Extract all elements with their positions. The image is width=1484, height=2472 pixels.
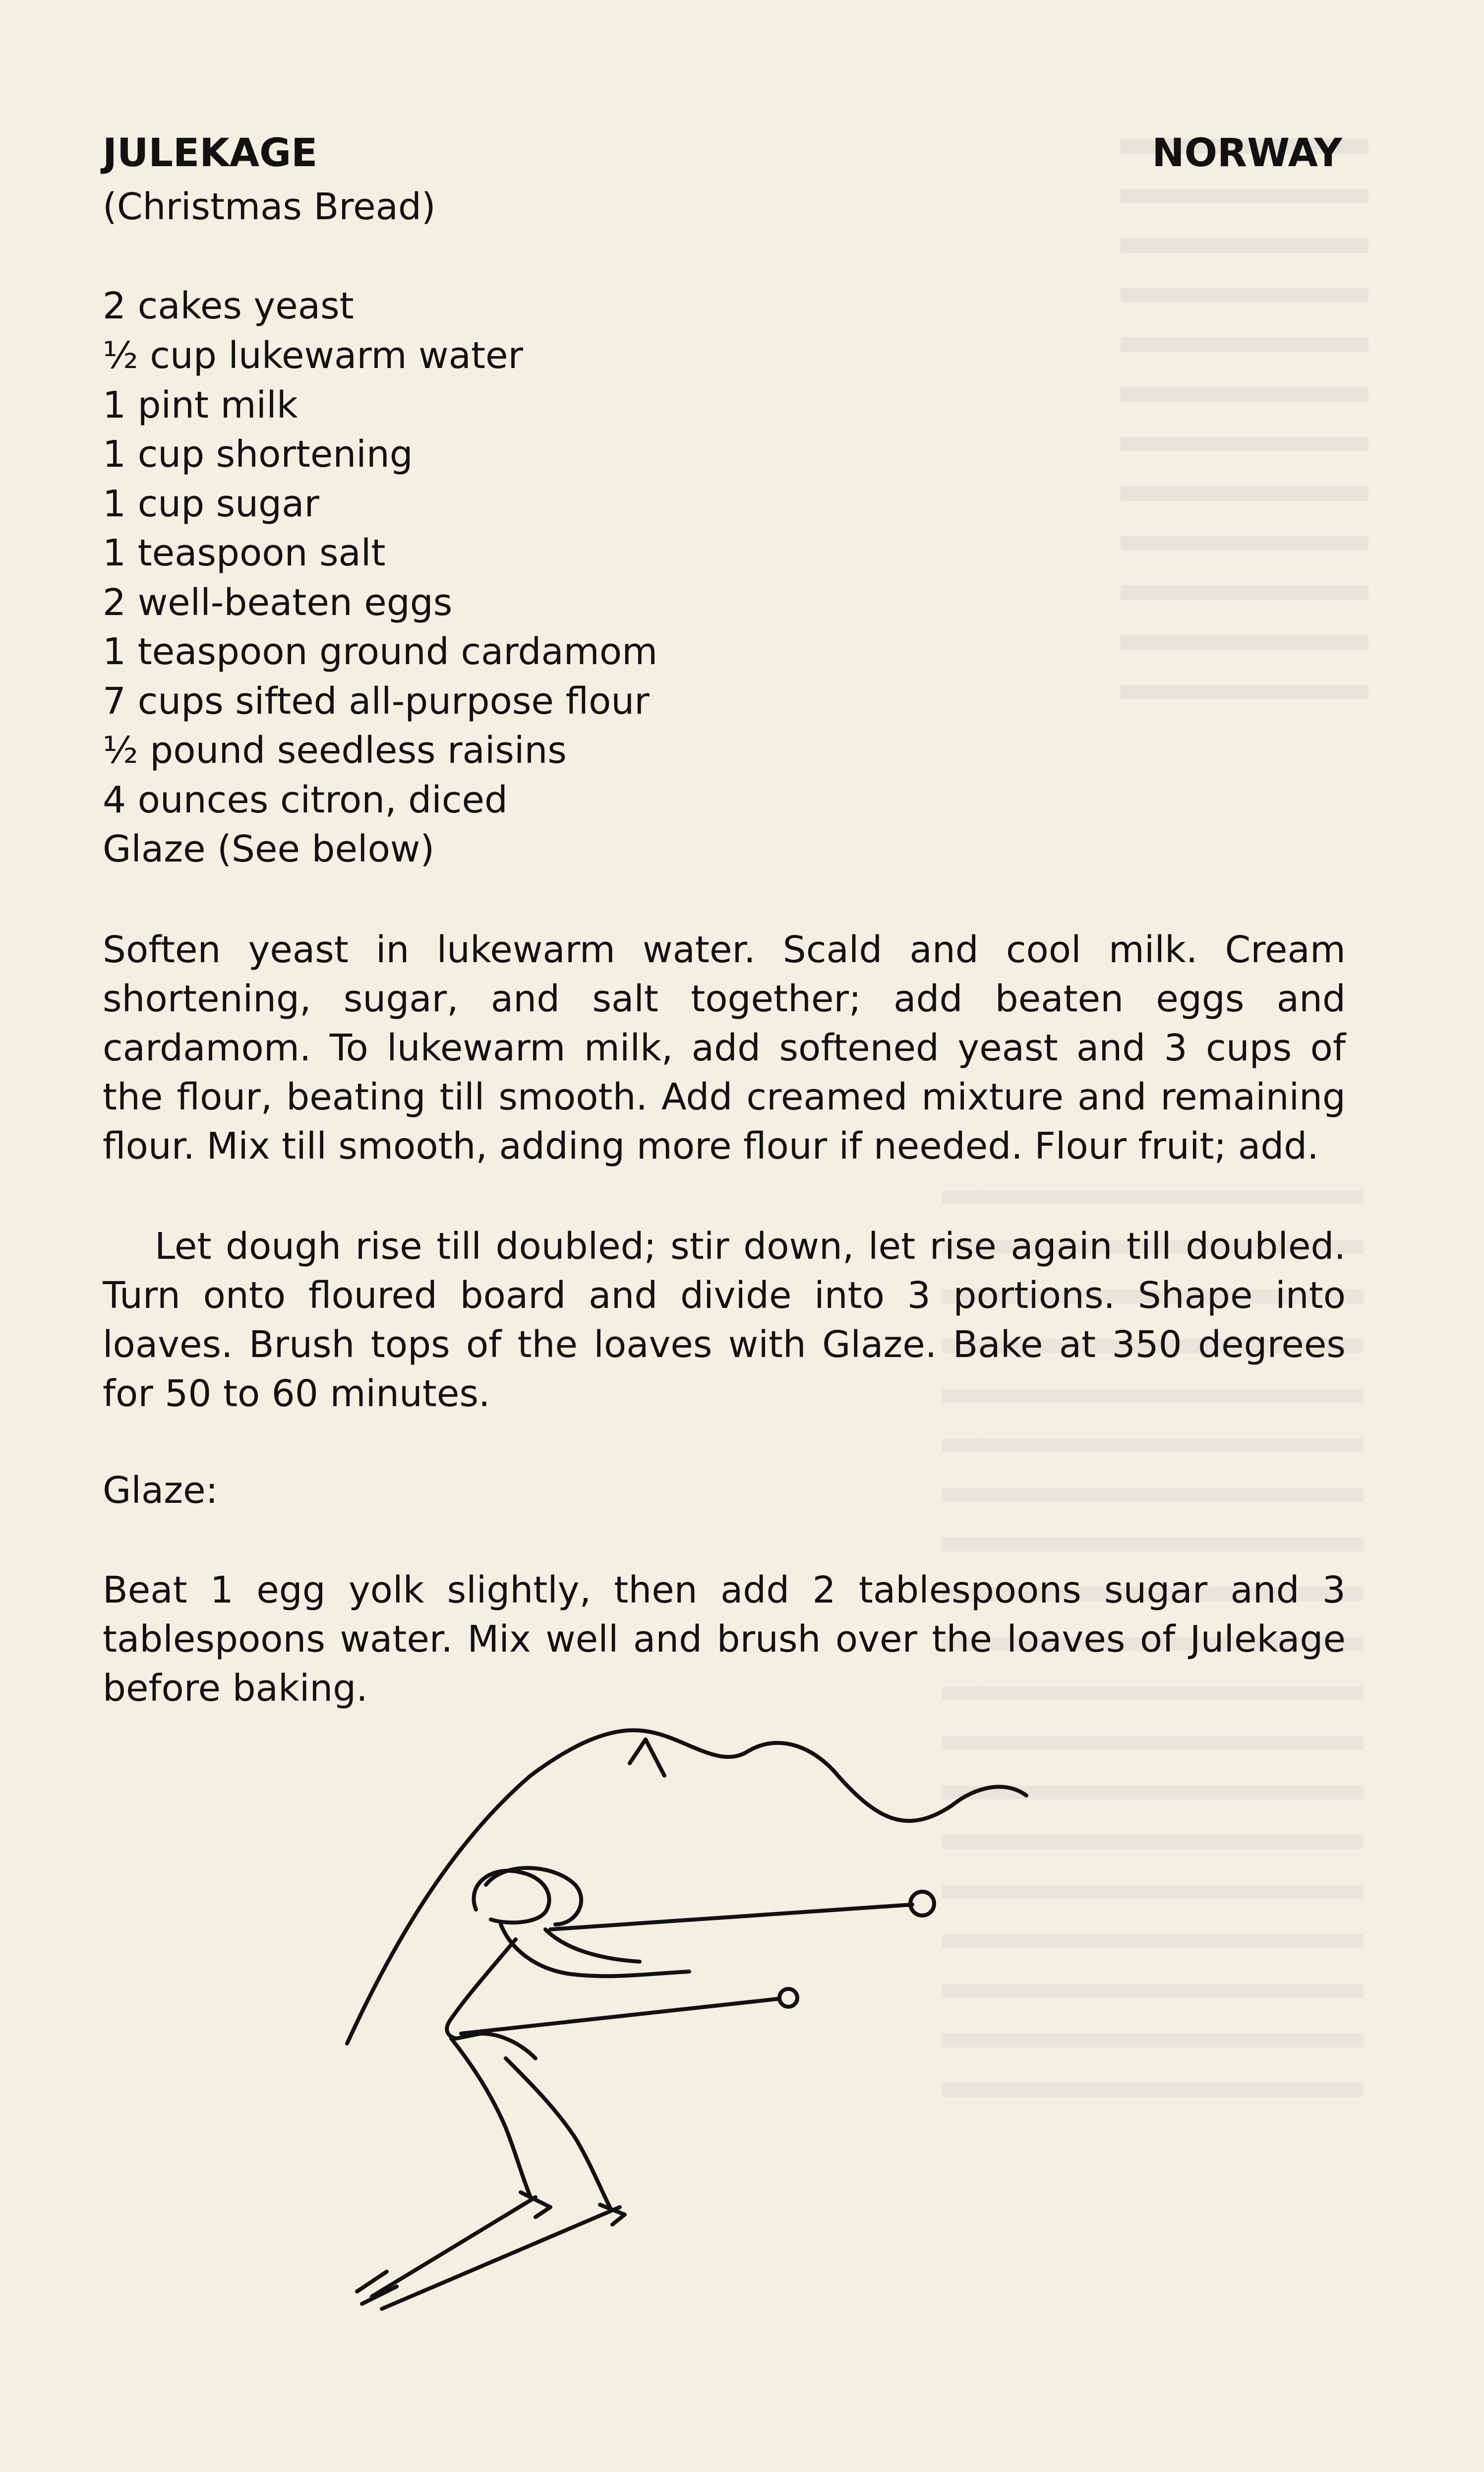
glaze-paragraph: Beat 1 egg yolk slightly, then add 2 tablespoons sugar and 3 tablespoons water. Mix well and brush over the loaves of Julekage before baking. [103, 1569, 1346, 1710]
ingredient-item: 1 teaspoon ground cardamom [103, 630, 658, 673]
ingredient-item: 1 pint milk [103, 384, 298, 427]
recipe-subtitle: (Christmas Bread) [103, 185, 436, 228]
skier-legs [451, 2039, 610, 2207]
ingredient-item: 2 well-beaten eggs [103, 581, 453, 624]
directions-paragraph: Let dough rise till doubled; stir down, let rise again till doubled. Turn onto floured board and divide into 3 portions. Shape into loaves. Brush tops of the loaves with Glaze. Bake at 350 degrees for 50 to 60 minutes. [103, 1225, 1346, 1415]
ingredient-item: 1 teaspoon salt [103, 532, 386, 574]
skier-head [474, 1871, 549, 1922]
bleed-through-shadow [1121, 139, 1368, 734]
ingredient-item: 2 cakes yeast [103, 285, 354, 327]
ski-pole-basket-2 [779, 1989, 797, 2007]
ingredient-item: ½ pound seedless raisins [103, 729, 567, 772]
ski-pole [550, 1905, 912, 1929]
ingredient-item: ½ cup lukewarm water [103, 334, 523, 377]
recipe-title: JULEKAGE [103, 131, 318, 176]
glaze-heading: Glaze: [103, 1469, 218, 1512]
skier-body [501, 1924, 689, 1976]
ingredient-item: 7 cups sifted all-purpose flour [103, 680, 650, 723]
skier-arm [447, 1939, 535, 2058]
ingredient-item: 4 ounces citron, diced [103, 779, 508, 821]
recipe-country: NORWAY [1152, 131, 1342, 176]
ingredient-item: 1 cup sugar [103, 483, 319, 525]
ingredient-item: Glaze (See below) [103, 828, 435, 870]
skier-illustration-icon [342, 1716, 1036, 2316]
skis [357, 2197, 620, 2309]
ski-pole-2 [461, 1999, 778, 2034]
ingredient-item: 1 cup shortening [103, 433, 413, 476]
mountain-outline [347, 1730, 1026, 2043]
directions-paragraph: Soften yeast in lukewarm water. Scald and cool milk. Cream shortening, sugar, and salt together; add beaten eggs and cardamom. To lukewarm milk, add softened yeast and 3 cups of the flour, beating till smooth. Add creamed mixture and remaining flour. Mix till smooth, adding more flour if needed. Flour fruit; add. [103, 928, 1346, 1168]
